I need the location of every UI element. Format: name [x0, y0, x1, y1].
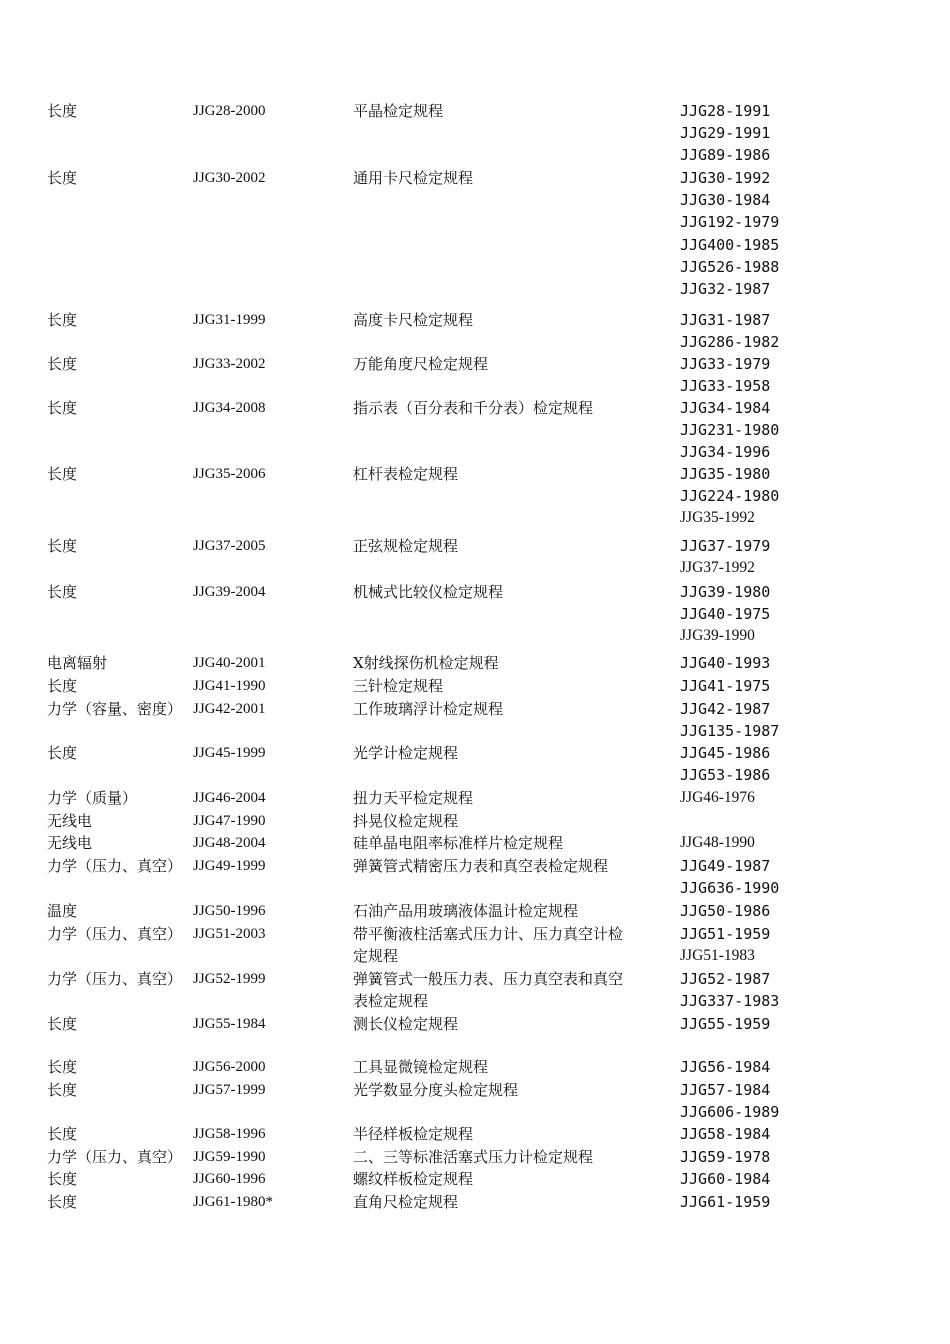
replaced-standard-cell: JJG52-1987 [680, 970, 771, 988]
replaced-standard-cell: JJG58-1984 [680, 1125, 771, 1143]
standard-code-cell: JJG35-2006 [193, 466, 266, 482]
standard-code-cell: JJG42-2001 [193, 701, 266, 717]
regulation-name-cell: 扭力天平检定规程 [353, 789, 474, 807]
category-cell: 长度 [47, 169, 78, 187]
replaced-standard-cell: JJG30-1992 [680, 169, 771, 187]
category-cell: 长度 [47, 1170, 78, 1188]
replaced-standard-cell: JJG400-1985 [680, 235, 780, 254]
replaced-standard-cell: JJG34-1996 [680, 443, 771, 462]
standard-code-cell: JJG33-2002 [193, 356, 266, 372]
replaced-standard-cell: JJG39-1990 [680, 627, 755, 645]
category-cell: 温度 [47, 902, 78, 920]
replaced-standard-cell: JJG55-1959 [680, 1015, 771, 1033]
category-cell: 力学（压力、真空） [47, 857, 183, 875]
category-cell: 长度 [47, 1015, 78, 1033]
replaced-standard-cell: JJG41-1975 [680, 677, 771, 695]
replaced-standard-cell: JJG45-1986 [680, 744, 771, 762]
replaced-standard-cell: JJG35-1980 [680, 465, 771, 483]
standard-code-cell: JJG48-2004 [193, 835, 266, 851]
standard-code-cell: JJG46-2004 [193, 790, 266, 806]
regulation-name-cell: 通用卡尺检定规程 [353, 169, 474, 187]
standard-code-cell: JJG37-2005 [193, 538, 266, 554]
replaced-standard-cell: JJG526-1988 [680, 257, 780, 276]
regulation-name-cell: 工作玻璃浮计检定规程 [353, 700, 504, 718]
replaced-standard-cell: JJG49-1987 [680, 857, 771, 875]
standard-code-cell: JJG52-1999 [193, 971, 266, 987]
category-cell: 长度 [47, 1193, 78, 1211]
replaced-standard-cell: JJG39-1980 [680, 583, 771, 601]
replaced-standard-cell: JJG53-1986 [680, 766, 771, 785]
category-cell: 长度 [47, 1125, 78, 1143]
category-cell: 力学（压力、真空） [47, 1148, 183, 1166]
replaced-standard-cell: JJG57-1984 [680, 1081, 771, 1099]
regulation-name-cell: 半径样板检定规程 [353, 1125, 474, 1143]
standard-code-cell: JJG41-1990 [193, 678, 266, 694]
regulation-name-cell: 石油产品用玻璃液体温计检定规程 [353, 902, 579, 920]
replaced-standard-cell: JJG51-1983 [680, 947, 755, 965]
replaced-standard-cell: JJG40-1993 [680, 654, 771, 672]
standard-code-cell: JJG56-2000 [193, 1059, 266, 1075]
replaced-standard-cell: JJG30-1984 [680, 191, 771, 210]
replaced-standard-cell: JJG32-1987 [680, 280, 771, 298]
category-cell: 无线电 [47, 812, 93, 830]
standard-code-cell: JJG30-2002 [193, 170, 266, 186]
regulation-name-cell: 直角尺检定规程 [353, 1193, 459, 1211]
replaced-standard-cell: JJG31-1987 [680, 311, 771, 329]
category-cell: 长度 [47, 399, 78, 417]
standard-code-cell: JJG59-1990 [193, 1149, 266, 1165]
standard-code-cell: JJG28-2000 [193, 103, 266, 119]
replaced-standard-cell: JJG37-1992 [680, 559, 755, 577]
regulation-name-cell: 硅单晶电阻率标准样片检定规程 [353, 834, 564, 852]
category-cell: 力学（质量） [47, 789, 138, 807]
regulation-name-cell: 测长仪检定规程 [353, 1015, 459, 1033]
replaced-standard-cell: JJG29-1991 [680, 124, 771, 143]
category-cell: 长度 [47, 311, 78, 329]
replaced-standard-cell: JJG636-1990 [680, 879, 780, 898]
regulation-name-cell: 三针检定规程 [353, 677, 444, 695]
category-cell: 长度 [47, 1058, 78, 1076]
replaced-standard-cell: JJG56-1984 [680, 1058, 771, 1076]
replaced-standard-cell: JJG33-1979 [680, 355, 771, 373]
replaced-standard-cell: JJG89-1986 [680, 146, 771, 165]
category-cell: 力学（压力、真空） [47, 925, 183, 943]
standard-code-cell: JJG47-1990 [193, 813, 266, 829]
category-cell: 电离辐射 [47, 654, 108, 672]
replaced-standard-cell: JJG135-1987 [680, 722, 780, 741]
category-cell: 无线电 [47, 834, 93, 852]
regulation-name-cell: 指示表（百分表和千分表）检定规程 [353, 399, 594, 417]
regulation-name-cell: 平晶检定规程 [353, 102, 444, 120]
standard-code-cell: JJG57-1999 [193, 1082, 266, 1098]
replaced-standard-cell: JJG286-1982 [680, 333, 780, 352]
category-cell: 力学（压力、真空） [47, 970, 183, 988]
standard-code-cell: JJG55-1984 [193, 1016, 266, 1032]
regulation-name-cell: 弹簧管式精密压力表和真空表检定规程 [353, 857, 609, 875]
standard-code-cell: JJG31-1999 [193, 312, 266, 328]
replaced-standard-cell: JJG606-1989 [680, 1103, 780, 1122]
regulation-name-cell: X射线探伤机检定规程 [353, 654, 499, 672]
regulation-name-cell: 机械式比较仪检定规程 [353, 583, 504, 601]
category-cell: 长度 [47, 102, 78, 120]
regulation-name-cell: 正弦规检定规程 [353, 537, 459, 555]
replaced-standard-cell: JJG34-1984 [680, 399, 771, 417]
replaced-standard-cell: JJG40-1975 [680, 605, 771, 624]
regulation-name-cell: 二、三等标准活塞式压力计检定规程 [353, 1148, 594, 1166]
standard-code-cell: JJG34-2008 [193, 400, 266, 416]
regulation-name-cell: 带平衡液柱活塞式压力计、压力真空计检 [353, 925, 624, 943]
regulation-name-cell: 螺纹样板检定规程 [353, 1170, 474, 1188]
replaced-standard-cell: JJG192-1979 [680, 213, 780, 232]
replaced-standard-cell: JJG61-1959 [680, 1193, 771, 1211]
regulation-name-cell: 定规程 [353, 947, 399, 966]
regulation-name-cell: 杠杆表检定规程 [353, 465, 459, 483]
replaced-standard-cell: JJG35-1992 [680, 509, 755, 527]
replaced-standard-cell: JJG42-1987 [680, 700, 771, 718]
standard-code-cell: JJG58-1996 [193, 1126, 266, 1142]
category-cell: 长度 [47, 537, 78, 555]
regulation-name-cell: 光学计检定规程 [353, 744, 459, 762]
standard-code-cell: JJG50-1996 [193, 903, 266, 919]
replaced-standard-cell: JJG33-1958 [680, 377, 771, 396]
standard-code-cell: JJG40-2001 [193, 655, 266, 671]
replaced-standard-cell: JJG60-1984 [680, 1170, 771, 1188]
standard-code-cell: JJG51-2003 [193, 926, 266, 942]
standard-code-cell: JJG49-1999 [193, 858, 266, 874]
replaced-standard-cell: JJG224-1980 [680, 487, 780, 506]
replaced-standard-cell: JJG231-1980 [680, 421, 780, 440]
regulation-name-cell: 弹簧管式一般压力表、压力真空表和真空 [353, 970, 624, 988]
category-cell: 长度 [47, 583, 78, 601]
replaced-standard-cell: JJG28-1991 [680, 102, 771, 120]
regulation-name-cell: 高度卡尺检定规程 [353, 311, 474, 329]
category-cell: 长度 [47, 465, 78, 483]
category-cell: 长度 [47, 1081, 78, 1099]
category-cell: 力学（容量、密度） [47, 700, 183, 718]
regulation-name-cell: 抖晃仪检定规程 [353, 812, 459, 830]
regulation-name-cell: 光学数显分度头检定规程 [353, 1081, 519, 1099]
category-cell: 长度 [47, 744, 78, 762]
replaced-standard-cell: JJG48-1990 [680, 834, 755, 851]
regulation-name-cell: 工具显微镜检定规程 [353, 1058, 489, 1076]
replaced-standard-cell: JJG46-1976 [680, 789, 755, 806]
standard-code-cell: JJG45-1999 [193, 745, 266, 761]
replaced-standard-cell: JJG59-1978 [680, 1148, 771, 1166]
standard-code-cell: JJG39-2004 [193, 584, 266, 600]
replaced-standard-cell: JJG50-1986 [680, 902, 771, 920]
category-cell: 长度 [47, 677, 78, 695]
replaced-standard-cell: JJG37-1979 [680, 537, 771, 555]
regulation-name-cell: 万能角度尺检定规程 [353, 355, 489, 373]
replaced-standard-cell: JJG337-1983 [680, 992, 780, 1011]
regulation-name-cell: 表检定规程 [353, 992, 429, 1011]
category-cell: 长度 [47, 355, 78, 373]
standard-code-cell: JJG60-1996 [193, 1171, 266, 1187]
replaced-standard-cell: JJG51-1959 [680, 925, 771, 943]
standard-code-cell: JJG61-1980* [193, 1194, 274, 1210]
